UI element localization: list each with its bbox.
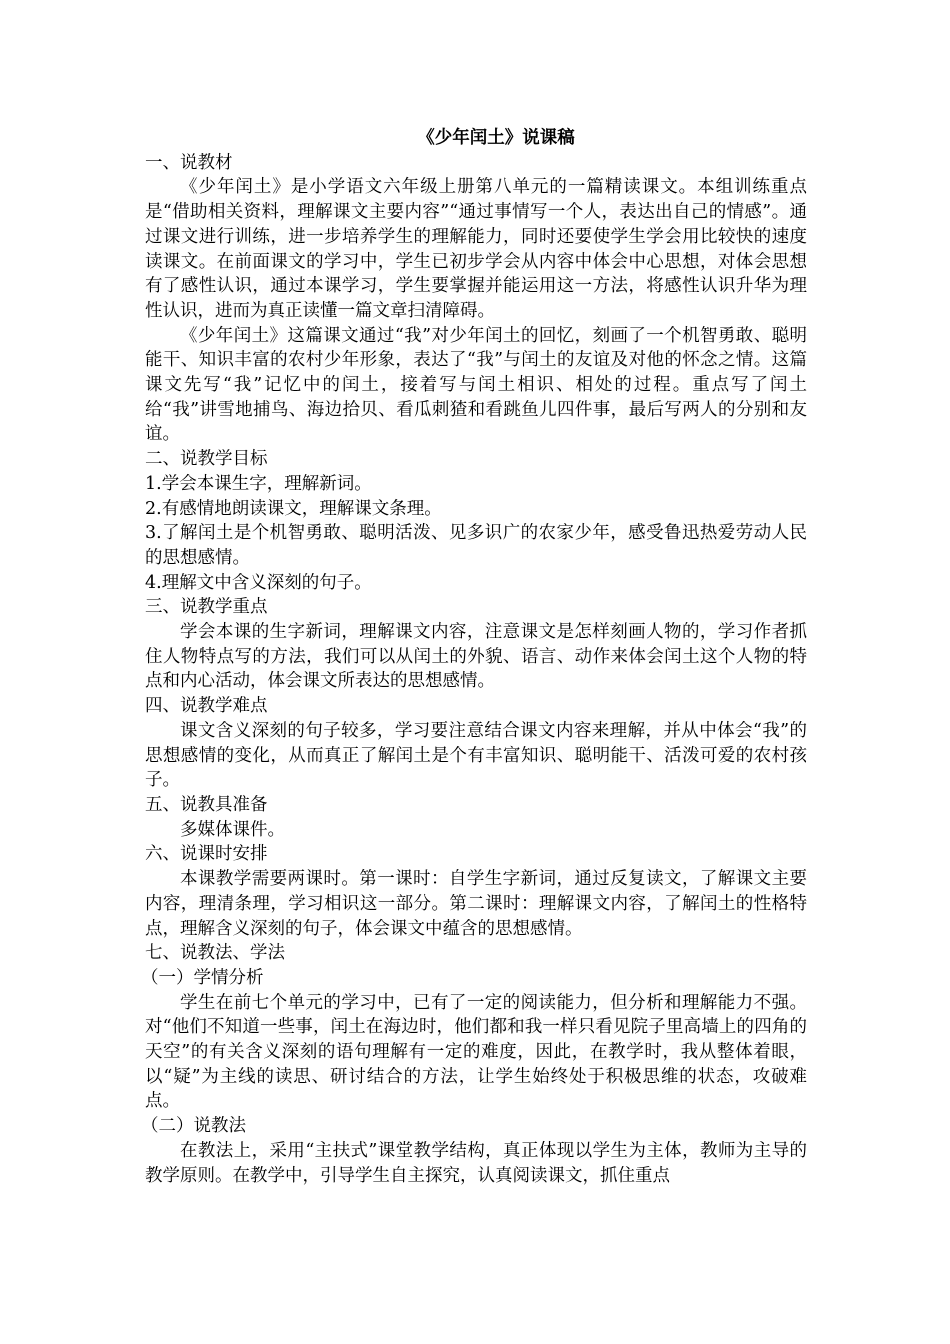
section-heading: 七、说教法、学法 — [145, 943, 285, 964]
paragraph: 《少年闰土》这篇课文通过“我”对少年闰土的回忆，刻画了一个机智勇敢、聪明能干、知识丰富的农村少年形象，表达了“我”与闰土的友谊及对他的怀念之情。这篇课文先写“我”记忆中的闰土，接着写与闰土相识、相处的过程。重点写了闰土给“我”讲雪地捕鸟、海边拾贝、看瓜刺猹和看跳鱼儿四件事，最后写两人的分别和友谊。 — [145, 325, 807, 445]
list-item: 4.理解文中含义深刻的句子。 — [145, 572, 372, 593]
section-heading: 二、说教学目标 — [145, 449, 268, 470]
document-title: 《少年闰土》说课稿 — [417, 128, 575, 148]
section-heading: 六、说课时安排 — [145, 844, 268, 865]
document-page — [141, 126, 807, 1188]
paragraph: 学会本课的生字新词，理解课文内容，注意课文是怎样刻画人物的，学习作者抓住人物特点写的方法，我们可以从闰土的外貌、语言、动作来体会闰土这个人物的特点和内心活动，体会课文所表达的思想感情。 — [145, 622, 807, 692]
paragraph: 本课教学需要两课时。第一课时：自学生字新词，通过反复读文，了解课文主要内容，理清条理，学习相识这一部分。第二课时：理解课文内容，了解闰土的性格特点，理解含义深刻的句子，体会课文中蕴含的思想感情。 — [145, 869, 807, 939]
list-item: 2.有感情地朗读课文，理解课文条理。 — [145, 498, 442, 519]
paragraph: 课文含义深刻的句子较多，学习要注意结合课文内容来理解，并从中体会“我”的思想感情的变化，从而真正了解闰土是个有丰富知识、聪明能干、活泼可爱的农村孩子。 — [145, 720, 807, 791]
paragraph: 《少年闰土》是小学语文六年级上册第八单元的一篇精读课文。本组训练重点是“借助相关资料，理解课文主要内容”“通过事情写一个人，表达出自己的情感”。通过课文进行训练，进一步培养学生的理解能力，同时还要使学生学会用比较快的速度读课文。在前面课文的学习中，学生已初步学会从内容中体会中心思想，对体会思想有了感性认识，通过本课学习，学生要掌握并能运用这一方法，将感性认识升华为理性认识，进而为真正读懂一篇文章扫清障碍。 — [145, 177, 807, 321]
subsection-heading: （一）学情分析 — [141, 967, 264, 988]
section-heading: 五、说教具准备 — [145, 794, 268, 815]
subsection-heading: （二）说教法 — [141, 1116, 246, 1137]
paragraph: 在教法上，采用“主扶式”课堂教学结构，真正体现以学生为主体，教师为主导的教学原则。在教学中，引导学生自主探究，认真阅读课文，抓住重点 — [145, 1140, 807, 1186]
section-heading: 一、说教材 — [145, 152, 233, 173]
list-item: 1.学会本课生字，理解新词。 — [145, 473, 372, 494]
paragraph: 多媒体课件。 — [180, 819, 285, 840]
paragraph: 学生在前七个单元的学习中，已有了一定的阅读能力，但分析和理解能力不强。对“他们不知道一些事，闰土在海边时，他们都和我一样只看见院子里高墙上的四角的天空”的有关含义深刻的语句理解有一定的难度，因此，在教学时，我从整体着眼，以“疑”为主线的读思、研讨结合的方法，让学生始终处于积极思维的状态，攻破难点。 — [145, 992, 807, 1112]
section-heading: 三、说教学重点 — [145, 597, 268, 618]
list-item: 3.了解闰土是个机智勇敢、聪明活泼、见多识广的农家少年，感受鲁迅热爱劳动人民的思想感情。 — [145, 523, 807, 568]
section-heading: 四、说教学难点 — [145, 696, 268, 717]
